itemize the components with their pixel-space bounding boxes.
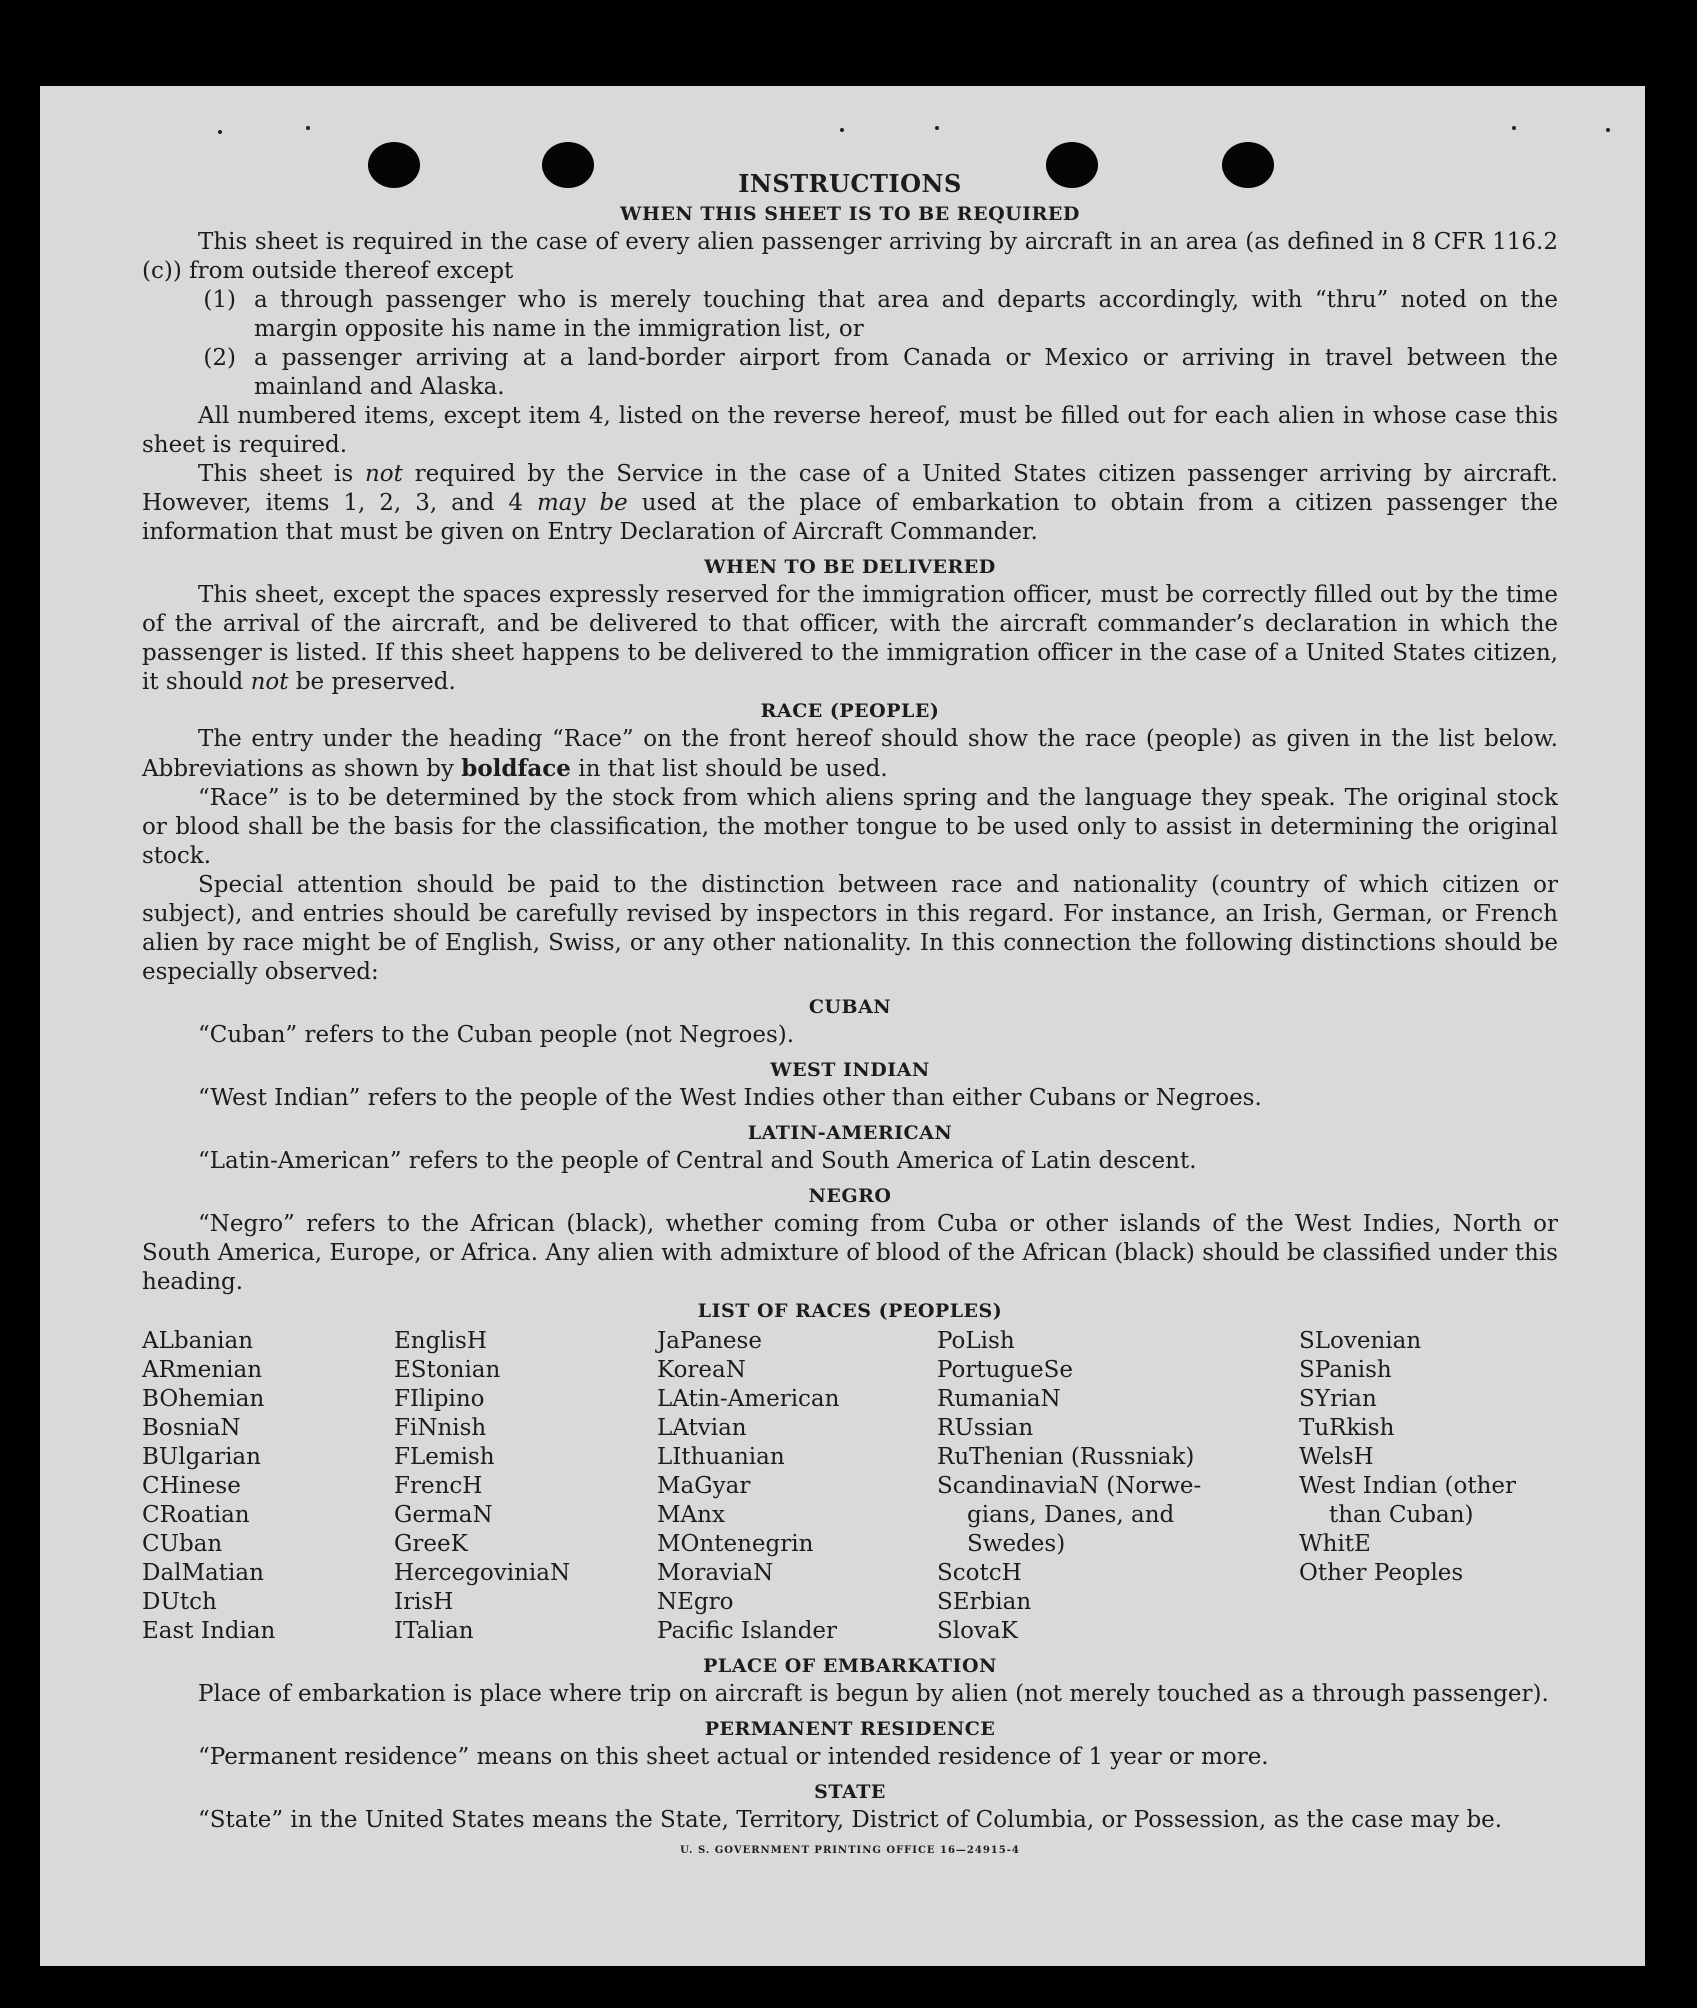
race-item: Pacific Islander bbox=[657, 1618, 838, 1644]
exception-item-1 bbox=[142, 286, 1558, 344]
race-paragraph-1 bbox=[142, 725, 1558, 784]
race-item: FiNnish bbox=[394, 1415, 487, 1441]
speck bbox=[935, 126, 939, 130]
text-run: in that list should be used. bbox=[570, 756, 888, 782]
speck bbox=[840, 128, 844, 132]
races-column-2 bbox=[394, 1327, 657, 1646]
race-item: CUban bbox=[142, 1531, 223, 1557]
text-run: This sheet, except the spaces expressly reserved for the immigration officer, must be correctly filled out by the time of the arrival of the aircraft, and be delivered to that officer, with the aircraft commander’s declaration in which the passenger is listed. If this sheet happens to be delivered to the immigration officer in the case of a United States citizen, it should bbox=[142, 582, 1558, 695]
numbered-items-paragraph: All numbered items, except item 4, listed on the reverse hereof, must be filled out for each alien in whose case this sheet is required. bbox=[142, 403, 1558, 458]
text-run: This sheet is bbox=[198, 461, 365, 487]
page-title: INSTRUCTIONS bbox=[738, 169, 962, 198]
race-item: East Indian bbox=[142, 1618, 276, 1644]
heading-embarkation: PLACE OF EMBARKATION bbox=[703, 1655, 997, 1677]
item-text: a through passenger who is merely touching that area and departs accordingly, with “thru” noted on the margin opposite his name in the immigration list, or bbox=[254, 287, 1558, 342]
race-item: MAnx bbox=[657, 1502, 725, 1528]
race-paragraph-2: “Race” is to be determined by the stock from which aliens spring and the language they speak. The original stock or blood shall be the basis for the classification, the mother tongue to be used only to assist in determining the original stock. bbox=[142, 785, 1558, 869]
race-item: BUlgarian bbox=[142, 1444, 261, 1470]
heading-when-delivered: WHEN TO BE DELIVERED bbox=[704, 556, 996, 578]
race-item: PoLish bbox=[937, 1328, 1015, 1354]
speck bbox=[218, 130, 222, 134]
race-item: FIlipino bbox=[394, 1386, 485, 1412]
race-item: IrisH bbox=[394, 1589, 454, 1615]
text-run: The entry under the heading “Race” on the front hereof should show the race (people) as given in the list below. Abbreviations as shown by bbox=[142, 726, 1558, 782]
race-item: ScotcH bbox=[937, 1560, 1022, 1586]
item-number: (1) bbox=[203, 287, 236, 313]
speck bbox=[1606, 128, 1610, 132]
race-item: PortugueSe bbox=[937, 1357, 1073, 1383]
race-item: DalMatian bbox=[142, 1560, 264, 1586]
race-item: TuRkish bbox=[1299, 1415, 1395, 1441]
race-paragraph-3: Special attention should be paid to the distinction between race and nationality (country of which citizen or subject), and entries should be carefully revised by inspectors in this regard. For instance, an Irish, German, or French alien by race might be of English, Swiss, or any other nationality. In this connection the following distinctions should be especially observed: bbox=[142, 872, 1558, 985]
when-required-intro: This sheet is required in the case of every alien passenger arriving by aircraft in an area (as defined in 8 CFR 116.2 (c)) from outside thereof except bbox=[142, 229, 1558, 284]
race-item: LIthuanian bbox=[657, 1444, 785, 1470]
race-item: WhitE bbox=[1299, 1531, 1371, 1557]
latin-american-text: “Latin-American” refers to the people of Central and South America of Latin descent. bbox=[198, 1148, 1197, 1174]
italic-run: not bbox=[250, 669, 289, 695]
race-item: HercegoviniaN bbox=[394, 1560, 571, 1586]
race-item: EStonian bbox=[394, 1357, 501, 1383]
race-item: WelsH bbox=[1299, 1444, 1374, 1470]
race-item: CHinese bbox=[142, 1473, 241, 1499]
race-item: DUtch bbox=[142, 1589, 217, 1615]
race-item: MoraviaN bbox=[657, 1560, 774, 1586]
heading-negro: NEGRO bbox=[808, 1185, 892, 1207]
heading-residence: PERMANENT RESIDENCE bbox=[704, 1718, 996, 1740]
race-item-continued: than Cuban) bbox=[1329, 1502, 1474, 1528]
race-item: KoreaN bbox=[657, 1357, 746, 1383]
race-item: ARmenian bbox=[142, 1357, 263, 1383]
heading-state: STATE bbox=[814, 1781, 886, 1803]
speck bbox=[1512, 126, 1516, 130]
race-item: West Indian (other bbox=[1299, 1473, 1517, 1499]
instructions-content bbox=[142, 168, 1558, 1856]
heading-cuban: CUBAN bbox=[808, 996, 892, 1018]
race-item: CRoatian bbox=[142, 1502, 250, 1528]
race-item: GreeK bbox=[394, 1531, 468, 1557]
citizen-paragraph bbox=[142, 460, 1558, 547]
race-item: EnglisH bbox=[394, 1328, 487, 1354]
document-sheet bbox=[40, 86, 1645, 1966]
race-item: RUssian bbox=[937, 1415, 1034, 1441]
west-indian-text: “West Indian” refers to the people of the West Indies other than either Cubans or Negroes. bbox=[198, 1085, 1262, 1111]
residence-text: “Permanent residence” means on this sheet actual or intended residence of 1 year or more. bbox=[198, 1744, 1269, 1770]
races-column-4 bbox=[937, 1327, 1299, 1646]
race-item: SYrian bbox=[1299, 1386, 1377, 1412]
heading-latin-american: LATIN-AMERICAN bbox=[747, 1122, 953, 1144]
race-item-continued: gians, Danes, and bbox=[967, 1502, 1175, 1528]
italic-run: may be bbox=[536, 490, 628, 516]
text-run: be preserved. bbox=[288, 669, 456, 695]
race-item: RuThenian (Russniak) bbox=[937, 1444, 1195, 1470]
race-item: MOntenegrin bbox=[657, 1531, 814, 1557]
heading-when-required: WHEN THIS SHEET IS TO BE REQUIRED bbox=[620, 203, 1080, 225]
delivered-paragraph bbox=[142, 581, 1558, 697]
races-list bbox=[142, 1327, 1558, 1646]
race-item: MaGyar bbox=[657, 1473, 751, 1499]
speck bbox=[306, 126, 310, 130]
race-item: RumaniaN bbox=[937, 1386, 1061, 1412]
race-item: LAtin-American bbox=[657, 1386, 840, 1412]
state-text: “State” in the United States means the State, Territory, District of Columbia, or Possession, as the case may be. bbox=[198, 1807, 1503, 1833]
race-item: ALbanian bbox=[142, 1328, 254, 1354]
italic-run: not bbox=[364, 461, 403, 487]
race-item: SLovenian bbox=[1299, 1328, 1422, 1354]
heading-race: RACE (PEOPLE) bbox=[760, 700, 940, 722]
heading-races-list: LIST OF RACES (PEOPLES) bbox=[697, 1300, 1003, 1322]
race-item: BOhemian bbox=[142, 1386, 265, 1412]
races-column-1 bbox=[142, 1327, 394, 1646]
negro-text: “Negro” refers to the African (black), whether coming from Cuba or other islands of the West Indies, North or South America, Europe, or Africa. Any alien with admixture of blood of the African (black) should be classified under this heading. bbox=[142, 1211, 1558, 1295]
races-column-5 bbox=[1299, 1327, 1558, 1646]
race-item: JaPanese bbox=[657, 1328, 762, 1354]
races-column-3 bbox=[657, 1327, 937, 1646]
race-item: ITalian bbox=[394, 1618, 474, 1644]
printer-imprint: U. S. GOVERNMENT PRINTING OFFICE 16—24915-4 bbox=[680, 1845, 1020, 1856]
race-item: Other Peoples bbox=[1299, 1560, 1464, 1586]
race-item: SPanish bbox=[1299, 1357, 1392, 1383]
race-item: NEgro bbox=[657, 1589, 734, 1615]
race-item: GermaN bbox=[394, 1502, 493, 1528]
race-item: SErbian bbox=[937, 1589, 1032, 1615]
race-item: FLemish bbox=[394, 1444, 495, 1470]
text-run: used at the place of embarkation to obtain from a citizen passenger the information that must be given on Entry Declaration of Aircraft Commander. bbox=[142, 490, 1558, 545]
race-item-continued: Swedes) bbox=[967, 1531, 1066, 1557]
exception-item-2 bbox=[142, 344, 1558, 402]
item-number: (2) bbox=[203, 345, 236, 371]
race-item: FrencH bbox=[394, 1473, 483, 1499]
item-text: a passenger arriving at a land-border airport from Canada or Mexico or arriving in travel between the mainland and Alaska. bbox=[254, 345, 1558, 400]
race-item: BosniaN bbox=[142, 1415, 241, 1441]
race-item: LAtvian bbox=[657, 1415, 747, 1441]
bold-run: boldface bbox=[461, 755, 571, 782]
race-item: SlovaK bbox=[937, 1618, 1018, 1644]
text-run: required by the Service in the case of a United States citizen passenger arriving by aircraft. However, items 1, 2, 3, and 4 bbox=[142, 461, 1558, 516]
embarkation-text: Place of embarkation is place where trip on aircraft is begun by alien (not merely touched as a through passenger). bbox=[198, 1681, 1549, 1707]
race-item: ScandinaviaN (Norwe- bbox=[937, 1473, 1202, 1499]
heading-west-indian: WEST INDIAN bbox=[770, 1059, 930, 1081]
cuban-text: “Cuban” refers to the Cuban people (not Negroes). bbox=[198, 1022, 795, 1048]
